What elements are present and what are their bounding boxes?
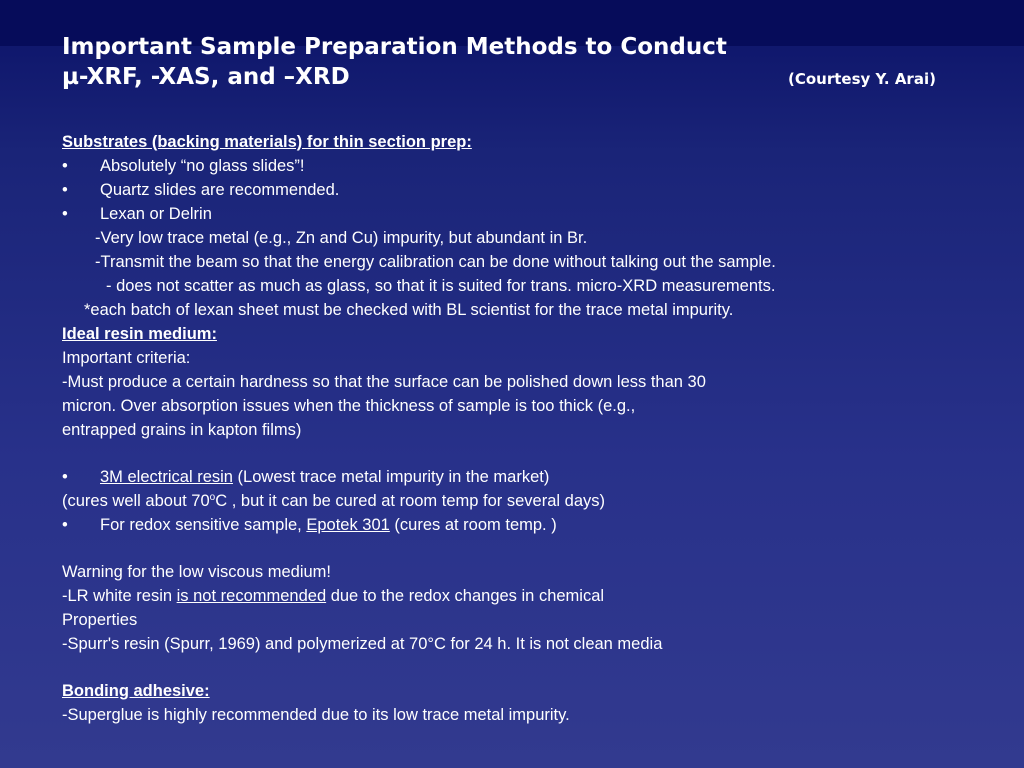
degree-superscript: o	[209, 492, 216, 503]
cure-note	[62, 489, 776, 513]
bonding-heading: Bonding adhesive:	[62, 682, 210, 700]
bullet-text: Absolutely “no glass slides”!	[100, 157, 305, 175]
bullet-glyph: •	[62, 205, 68, 223]
bullet-glyph: •	[62, 468, 68, 486]
lr-text: due to the redox changes in chemical	[326, 587, 605, 605]
not-recommended-link[interactable]: is not recommended	[176, 587, 327, 605]
warning-title: Warning for the low viscous medium!	[62, 563, 331, 581]
slide-title	[62, 32, 727, 92]
3m-resin-link[interactable]: 3M electrical resin	[100, 468, 233, 486]
spurr-line: -Spurr's resin (Spurr, 1969) and polymerized at 70°C for 24 h. It is not clean media	[62, 635, 663, 653]
batch-note: *each batch of lexan sheet must be checked with BL scientist for the trace metal impurity.	[84, 301, 734, 319]
substrates-heading: Substrates (backing materials) for thin section prep:	[62, 133, 472, 151]
bonding-text: -Superglue is highly recommended due to its low trace metal impurity.	[62, 706, 570, 724]
lr-white-line	[62, 584, 776, 608]
lexan-note: -Transmit the beam so that the energy calibration can be done without talking out the sample.	[95, 253, 776, 271]
criteria-line: micron. Over absorption issues when the thickness of sample is too thick (e.g.,	[62, 397, 636, 415]
bullet-item	[62, 178, 776, 202]
title-line-1: Important Sample Preparation Methods to Conduct	[62, 34, 727, 60]
resin-item-text: For redox sensitive sample,	[100, 516, 307, 534]
bullet-text: Quartz slides are recommended.	[100, 181, 340, 199]
resin-item-epotek	[62, 513, 776, 537]
bullet-item	[62, 154, 776, 178]
criteria-label: Important criteria:	[62, 349, 191, 367]
spacer	[62, 656, 776, 679]
bullet-text: Lexan or Delrin	[100, 205, 212, 223]
resin-heading: Ideal resin medium:	[62, 325, 217, 343]
bullet-item	[62, 202, 776, 226]
bullet-glyph: •	[62, 516, 68, 534]
lexan-note: -Very low trace metal (e.g., Zn and Cu) impurity, but abundant in Br.	[95, 229, 588, 247]
bullet-glyph: •	[62, 181, 68, 199]
criteria-line: entrapped grains in kapton films)	[62, 421, 302, 439]
title-line-2: µ-XRF, -XAS, and –XRD	[62, 64, 350, 90]
slide-body	[62, 130, 776, 727]
spacer	[62, 442, 776, 465]
epotek-link[interactable]: Epotek 301	[306, 516, 390, 534]
resin-item-text: (Lowest trace metal impurity in the market)	[232, 468, 550, 486]
cure-text: (cures well about 70	[62, 492, 210, 510]
spacer	[62, 537, 776, 560]
courtesy-credit: (Courtesy Y. Arai)	[788, 70, 936, 88]
lr-text: -LR white resin	[62, 587, 177, 605]
bullet-glyph: •	[62, 157, 68, 175]
lexan-note: - does not scatter as much as glass, so that it is suited for trans. micro-XRD measurements.	[106, 277, 776, 295]
resin-item-3m	[62, 465, 776, 489]
criteria-line: -Must produce a certain hardness so that the surface can be polished down less than 30	[62, 373, 706, 391]
cure-text: C , but it can be cured at room temp for several days)	[215, 492, 605, 510]
lr-white-cont: Properties	[62, 611, 138, 629]
resin-item-text: (cures at room temp. )	[389, 516, 557, 534]
